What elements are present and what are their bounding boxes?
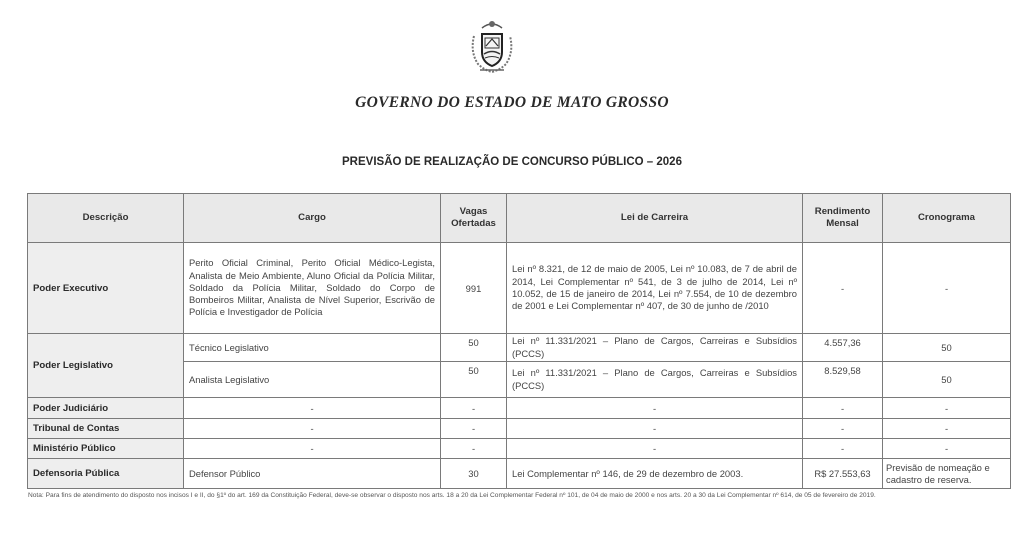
row-cronograma: 50	[883, 334, 1011, 362]
table-header-row	[28, 194, 1011, 243]
row-lei: -	[507, 419, 803, 439]
row-vagas: 50	[441, 362, 507, 398]
row-cronograma: -	[883, 243, 1011, 334]
row-cargo: -	[184, 439, 441, 459]
government-title: GOVERNO DO ESTADO DE MATO GROSSO	[355, 94, 669, 111]
table-row	[28, 439, 1011, 459]
row-cronograma: 50	[883, 362, 1011, 398]
row-descricao: Defensoria Pública	[28, 459, 184, 489]
row-cargo: Analista Legislativo	[184, 362, 441, 398]
row-descricao: Poder Executivo	[28, 243, 184, 334]
row-lei: Lei nº 11.331/2021 – Plano de Cargos, Carreiras e Subsídios (PCCS)	[507, 334, 803, 362]
row-cargo: Defensor Público	[184, 459, 441, 489]
row-lei: -	[507, 398, 803, 419]
row-vagas: 991	[441, 243, 507, 334]
concurso-table	[27, 193, 1011, 489]
row-cronograma: Previsão de nomeação e cadastro de reserva.	[883, 459, 1011, 489]
row-lei: Lei nº 8.321, de 12 de maio de 2005, Lei nº 10.083, de 7 de abril de 2014, Lei Complementar nº 541, de 3 de julho de 2014, Lei nº 10.052, de 15 de janeiro de 2014, Lei nº 7.554, de 10 de dezembro de 2001 e Lei Complementar nº 407, de 30 de junho de /2010	[507, 243, 803, 334]
row-cargo: -	[184, 398, 441, 419]
row-descricao: Poder Legislativo	[28, 334, 184, 398]
row-cronograma: -	[883, 398, 1011, 419]
row-descricao: Ministério Público	[28, 439, 184, 459]
row-vagas: -	[441, 419, 507, 439]
row-cronograma: -	[883, 419, 1011, 439]
table-row	[28, 459, 1011, 489]
column-header-lei: Lei de Carreira	[507, 194, 803, 243]
row-rendimento: -	[803, 439, 883, 459]
row-lei: -	[507, 439, 803, 459]
row-rendimento: -	[803, 243, 883, 334]
row-descricao: Poder Judiciário	[28, 398, 184, 419]
table-row	[28, 419, 1011, 439]
row-rendimento: R$ 27.553,63	[803, 459, 883, 489]
row-vagas: 30	[441, 459, 507, 489]
row-rendimento: 8.529,58	[803, 362, 883, 398]
row-cargo: Perito Oficial Criminal, Perito Oficial Médico-Legista, Analista de Meio Ambiente, Aluno Oficial da Polícia Militar, Soldado da Polícia Militar, Soldado do Corpo de Bombeiros Militar, Analista de Nível Superior, Escrivão de Polícia e Investigador de Polícia	[184, 243, 441, 334]
row-cronograma: -	[883, 439, 1011, 459]
row-rendimento: -	[803, 398, 883, 419]
row-vagas: 50	[441, 334, 507, 362]
row-cargo: Técnico Legislativo	[184, 334, 441, 362]
row-descricao: Tribunal de Contas	[28, 419, 184, 439]
row-cargo: -	[184, 419, 441, 439]
column-header-vagas: Vagas Ofertadas	[441, 194, 507, 243]
coat-of-arms-icon	[468, 18, 516, 76]
row-vagas: -	[441, 439, 507, 459]
table-row	[28, 398, 1011, 419]
column-header-cronograma: Cronograma	[883, 194, 1011, 243]
column-header-cargo: Cargo	[184, 194, 441, 243]
table-row	[28, 243, 1011, 334]
table-row	[28, 334, 1011, 362]
column-header-descricao: Descrição	[28, 194, 184, 243]
row-rendimento: 4.557,36	[803, 334, 883, 362]
row-lei: Lei Complementar nº 146, de 29 de dezembro de 2003.	[507, 459, 803, 489]
row-lei: Lei nº 11.331/2021 – Plano de Cargos, Carreiras e Subsídios (PCCS)	[507, 362, 803, 398]
footnote: Nota: Para fins de atendimento do disposto nos incisos I e II, do §1º do art. 169 da Constituição Federal, deve-se observar o disposto nos arts. 18 a 20 da Lei Complementar Federal nº 101, de 04 de maio de 2000 e nos arts. 20 a 30 da Lei Complementar nº 614, de 05 de fevereiro de 2019.	[28, 492, 876, 499]
document-title: PREVISÃO DE REALIZAÇÃO DE CONCURSO PÚBLICO – 2026	[342, 156, 682, 168]
row-vagas: -	[441, 398, 507, 419]
row-rendimento: -	[803, 419, 883, 439]
column-header-rendimento: Rendimento Mensal	[803, 194, 883, 243]
